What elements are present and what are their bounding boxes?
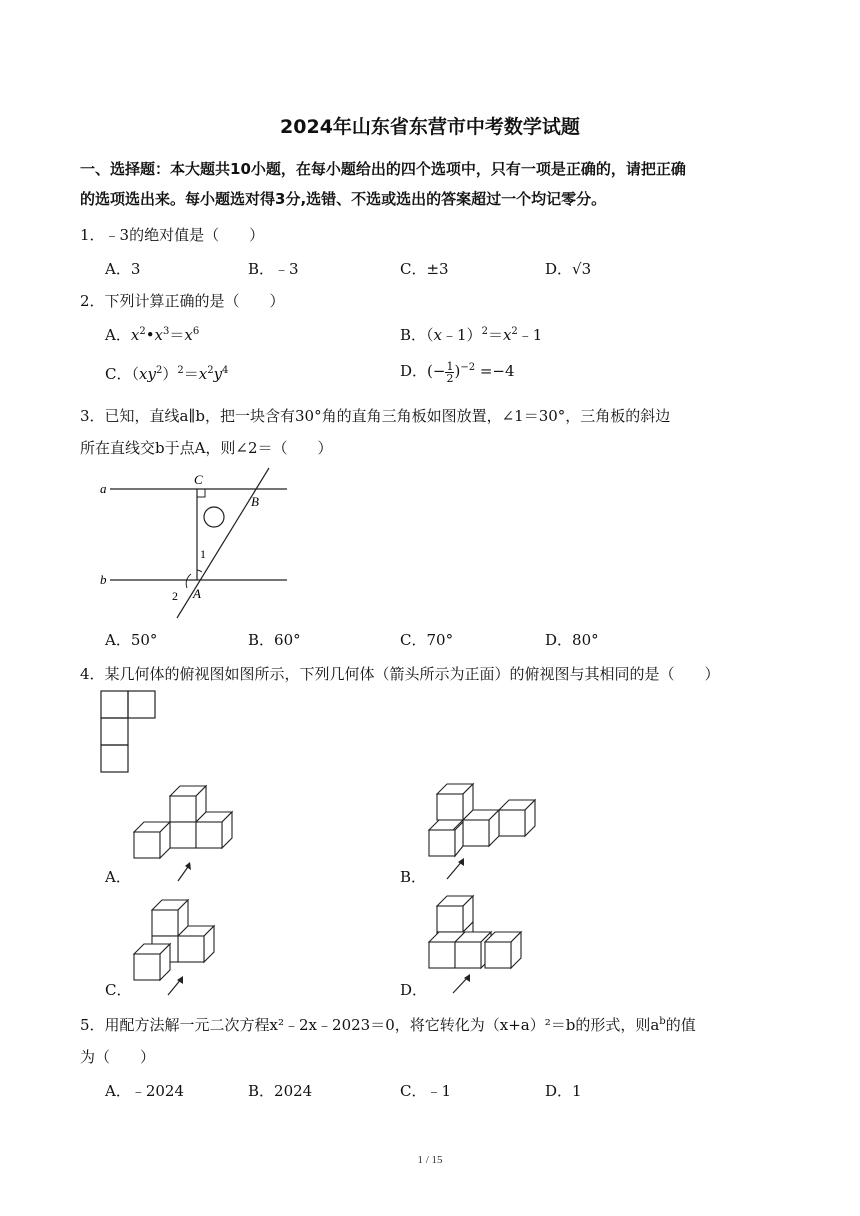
q5-option-a: A．﹣2024	[105, 1082, 185, 1100]
q2-option-b: B．$(x﹣1)^2=x^2﹣1$	[400, 326, 543, 344]
q4-option-a-figure	[130, 784, 240, 884]
q4-option-d: D．	[400, 981, 428, 999]
q5-option-c: C．﹣1	[400, 1082, 452, 1100]
q2-option-c: C．$(xy^2)^2=x^2y^4$	[105, 365, 229, 383]
q4-option-c-figure	[130, 896, 230, 998]
q2-option-c-label: C．	[105, 365, 132, 383]
q4-option-d-figure	[425, 894, 535, 998]
q5-stem-tail: 的值	[665, 1016, 696, 1034]
fraction-one-half: $\frac{1}{2}$	[446, 359, 454, 385]
q2-option-b-label: B．	[400, 326, 427, 344]
top-view-figure	[100, 690, 160, 776]
q3-option-d: D．80°	[545, 631, 599, 649]
q4-option-a: A．	[105, 868, 131, 886]
q3-option-c: C．70°	[400, 631, 454, 649]
q3-option-b: B．60°	[248, 631, 301, 649]
angle-1-arc	[197, 570, 202, 572]
q1-option-c: C．±3	[400, 260, 449, 278]
angle-2-arc	[186, 574, 191, 588]
q2-option-d-label: D．	[400, 362, 428, 380]
q5-stem-line2: 为（ ）	[80, 1048, 156, 1066]
q3-stem-line1: 3．已知，直线a∥b，把一块含有30°角的直角三角板如图放置，∠1＝30°，三角板的斜边	[80, 407, 671, 425]
q5-option-d: D．1	[545, 1082, 582, 1100]
q1-option-b: B．﹣3	[248, 260, 299, 278]
q1-stem: 1．﹣3的绝对值是（ ）	[80, 226, 265, 244]
label-b: b	[100, 572, 107, 587]
section-header-line1: 一、选择题：本大题共10小题，在每小题给出的四个选项中，只有一项是正确的，请把正确	[80, 160, 686, 178]
q2-option-d: D．(− $\frac{1}{2}$ )$^{-2}$ =−4	[400, 359, 515, 385]
label-point-a: A	[193, 586, 201, 601]
label-point-c: C	[194, 472, 203, 487]
label-point-b: B	[251, 494, 259, 509]
triangle-hole	[204, 507, 224, 527]
right-angle-mark	[197, 489, 205, 497]
q4-stem: 4．某几何体的俯视图如图所示，下列几何体（箭头所示为正面）的俯视图与其相同的是（ ）	[80, 665, 720, 683]
q5-exponent: b	[659, 1016, 666, 1027]
label-angle-2: 2	[172, 589, 178, 603]
q1-option-a: A．3	[105, 260, 141, 278]
q4-option-c: C．	[105, 981, 132, 999]
page-title: 2024年山东省东营市中考数学试题	[280, 116, 580, 138]
q4-option-b-figure	[425, 782, 545, 882]
q5-option-b: B．2024	[248, 1082, 313, 1100]
q5-stem-line1	[80, 1014, 696, 1035]
section-header-line2: 的选项选出来。每小题选对得3分,选错、不选或选出的答案超过一个均记零分。	[80, 190, 607, 208]
page-number: 1 / 15	[417, 1154, 443, 1166]
q4-option-b: B．	[400, 868, 427, 886]
hypotenuse-line	[177, 468, 269, 618]
q5-stem-text: 5．用配方法解一元二次方程x²﹣2x﹣2023＝0，将它转化为（x+a）²＝b的形式，则a	[80, 1016, 660, 1034]
q1-option-d: D．√3	[545, 260, 592, 278]
q3-option-a: A．50°	[105, 631, 158, 649]
q2-option-a: A．$x^2•x^3=x^6$	[105, 326, 200, 344]
q2-stem: 2．下列计算正确的是（ ）	[80, 292, 285, 310]
q2-option-a-label: A．	[105, 326, 131, 344]
q3-parallel-lines-figure	[95, 462, 305, 622]
label-a: a	[100, 481, 107, 496]
label-angle-1: 1	[200, 547, 206, 561]
q3-stem-line2: 所在直线交b于点A，则∠2＝（ ）	[80, 439, 333, 457]
